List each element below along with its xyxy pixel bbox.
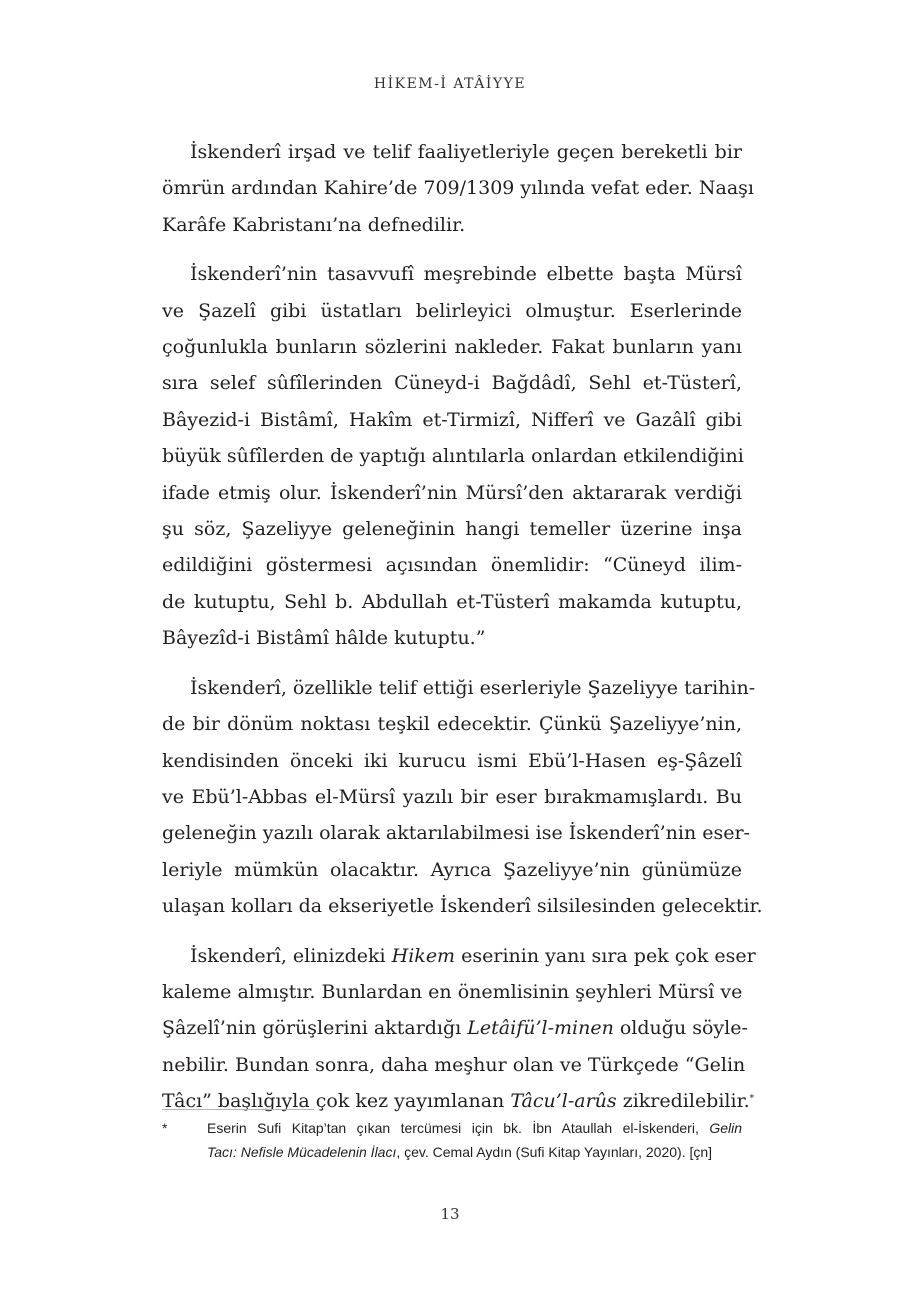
paragraph-2 xyxy=(162,256,742,656)
text-run: zikredilebilir. xyxy=(616,1090,750,1113)
text-line: ve Şazelî gibi üstatları belirleyici olmuştur. Eserlerinde xyxy=(162,299,742,322)
text-line: kaleme almıştır. Bunlardan en önemlisinin şeyhleri Mürsî ve xyxy=(162,980,743,1003)
text-line: Bâyezid-i Bistâmî, Hakîm et-Tirmizî, Nifferî ve Gazâlî gibi xyxy=(162,408,742,431)
text-line: kendisinden önceki iki kurucu ismi Ebü’l-Hasen eş-Şâzelî xyxy=(162,749,742,772)
text-run: Şâzelî’nin görüşlerini aktardığı xyxy=(162,1017,468,1040)
text-line: İskenderî, özellikle telif ettiği eserleriyle Şazeliyye tarihin- xyxy=(190,676,756,699)
footnote xyxy=(162,1116,742,1164)
footnote-divider xyxy=(162,1109,314,1110)
text-line: sıra selef sûfîlerinden Cüneyd-i Bağdâdî, Sehl et-Tüsterî, xyxy=(162,372,742,395)
footnote-italic-title: Tacı: Nefisle Mücadelenin İlacı xyxy=(207,1144,397,1160)
text-line: çoğunlukla bunların sözlerini nakleder. Fakat bunların yanı xyxy=(162,336,742,359)
text-run: Eserin Sufi Kitap’tan çıkan tercümesi için bk. İbn Ataullah el-İskenderi, xyxy=(207,1120,710,1136)
footnote-body xyxy=(207,1116,742,1164)
text-line: ifade etmiş olur. İskenderî’nin Mürsî’den aktararak verdiği xyxy=(162,481,742,504)
work-title-tacul-arus: Tâcu’l-arûs xyxy=(510,1090,617,1113)
text-line: Bâyezîd-i Bistâmî hâlde kutuptu.” xyxy=(162,627,486,650)
footnote-reference[interactable]: * xyxy=(749,1094,755,1105)
work-title-hikem: Hikem xyxy=(391,944,456,967)
paragraph-1 xyxy=(162,134,754,243)
paragraph-4 xyxy=(162,938,756,1120)
text-line: leriyle mümkün olacaktır. Ayrıca Şazeliyye’nin günümüze xyxy=(162,858,742,881)
text-run: olduğu söyle- xyxy=(613,1017,748,1040)
footnote-line xyxy=(207,1116,742,1140)
work-title-letaif: Letâifü’l-minen xyxy=(467,1017,614,1040)
body-text xyxy=(162,134,763,1133)
page-number: 13 xyxy=(440,1205,460,1223)
footnote-marker: * xyxy=(162,1120,168,1136)
text-line: şu söz, Şazeliyye geleneğinin hangi temeller üzerine inşa xyxy=(162,518,742,541)
text-line: de kutuptu, Sehl b. Abdullah et-Tüsterî makamda kutuptu, xyxy=(162,590,742,613)
text-line: Karâfe Kabristanı’na defnedilir. xyxy=(162,213,466,236)
text-run: eserinin yanı sıra pek çok eser xyxy=(455,944,756,967)
text-run: İskenderî, elinizdeki xyxy=(190,944,392,967)
text-run: Tâcı” başlığıyla çok kez yayımlanan xyxy=(162,1090,511,1113)
text-line: edildiğini göstermesi açısından önemlidir: “Cüneyd ilim- xyxy=(162,554,742,577)
text-line xyxy=(162,938,756,974)
text-line: ve Ebü’l-Abbas el-Mürsî yazılı bir eser bırakmamışlardı. Bu xyxy=(162,785,742,808)
text-line: nebilir. Bundan sonra, daha meşhur olan ve Türkçede “Gelin xyxy=(162,1053,746,1076)
text-line: büyük sûfîlerden de yaptığı alıntılarla onlardan etkilendiğini xyxy=(162,445,744,468)
text-line: İskenderî irşad ve telif faaliyetleriyle geçen bereketli bir xyxy=(190,141,742,163)
text-line xyxy=(162,1010,748,1046)
text-line: de bir dönüm noktası teşkil edecektir. Çünkü Şazeliyye’nin, xyxy=(162,713,742,736)
text-line: İskenderî’nin tasavvufî meşrebinde elbette başta Mürsî xyxy=(190,263,742,286)
text-line: geleneğin yazılı olarak aktarılabilmesi ise İskenderî’nin eser- xyxy=(162,822,750,845)
text-line xyxy=(162,1083,755,1119)
footnote-line xyxy=(207,1140,742,1164)
paragraph-3 xyxy=(162,670,763,925)
text-line: ömrün ardından Kahire’de 709/1309 yılında vefat eder. Naaşı xyxy=(162,177,754,200)
footnote-italic-title: Gelin xyxy=(709,1120,742,1136)
running-header: HİKEM-İ ATÂİYYE xyxy=(373,76,527,92)
text-run: , çev. Cemal Aydın (Sufi Kitap Yayınları, 2020). [çn] xyxy=(396,1144,713,1160)
text-line: ulaşan kolları da ekseriyetle İskenderî silsilesinden gelecektir. xyxy=(162,895,763,918)
